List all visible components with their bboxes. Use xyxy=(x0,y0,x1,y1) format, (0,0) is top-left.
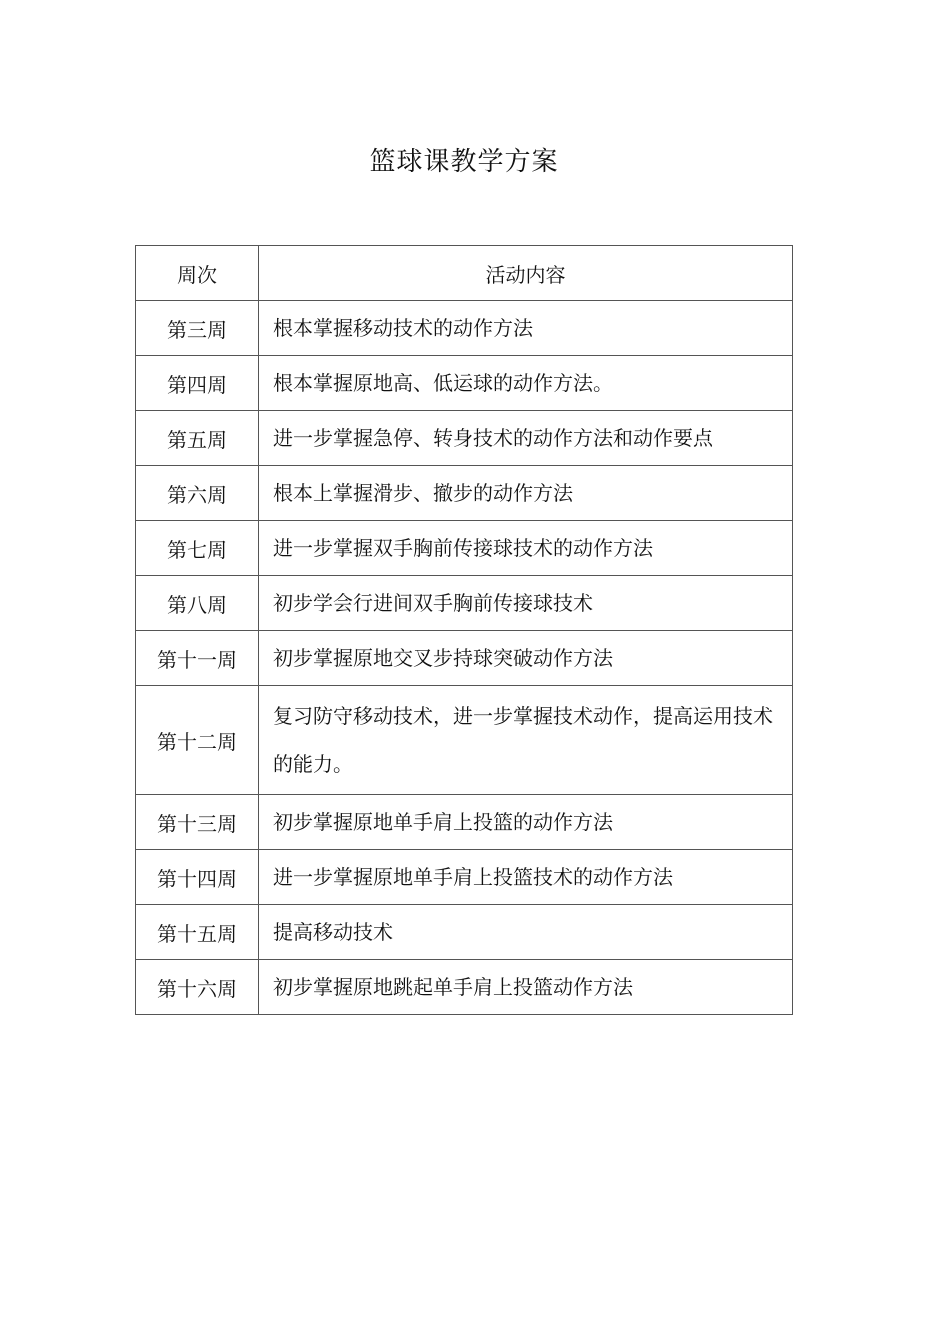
header-content: 活动内容 xyxy=(259,246,793,301)
teaching-plan-table xyxy=(135,245,793,1015)
week-cell: 第七周 xyxy=(136,521,259,576)
week-cell: 第十五周 xyxy=(136,905,259,960)
header-week: 周次 xyxy=(136,246,259,301)
table-row xyxy=(136,301,793,356)
table-row xyxy=(136,521,793,576)
week-cell: 第六周 xyxy=(136,466,259,521)
week-cell: 第十四周 xyxy=(136,850,259,905)
table-row xyxy=(136,850,793,905)
content-cell: 初步掌握原地跳起单手肩上投篮动作方法 xyxy=(259,960,793,1015)
table-header-row xyxy=(136,246,793,301)
content-cell: 提高移动技术 xyxy=(259,905,793,960)
table-row xyxy=(136,686,793,795)
content-cell: 初步学会行进间双手胸前传接球技术 xyxy=(259,576,793,631)
content-cell: 复习防守移动技术，进一步掌握技术动作，提高运用技术的能力。 xyxy=(259,686,793,795)
table-row xyxy=(136,466,793,521)
table-row xyxy=(136,905,793,960)
content-cell: 进一步掌握双手胸前传接球技术的动作方法 xyxy=(259,521,793,576)
week-cell: 第十六周 xyxy=(136,960,259,1015)
table-row xyxy=(136,631,793,686)
week-cell: 第十二周 xyxy=(136,686,259,795)
week-cell: 第十一周 xyxy=(136,631,259,686)
content-cell: 初步掌握原地单手肩上投篮的动作方法 xyxy=(259,795,793,850)
week-cell: 第十三周 xyxy=(136,795,259,850)
table-row xyxy=(136,356,793,411)
content-cell: 初步掌握原地交叉步持球突破动作方法 xyxy=(259,631,793,686)
table-row xyxy=(136,576,793,631)
document-title: 篮球课教学方案 xyxy=(369,147,559,177)
content-cell: 根本掌握移动技术的动作方法 xyxy=(259,301,793,356)
table-row xyxy=(136,411,793,466)
content-cell: 根本上掌握滑步、撤步的动作方法 xyxy=(259,466,793,521)
week-cell: 第四周 xyxy=(136,356,259,411)
week-cell: 第三周 xyxy=(136,301,259,356)
content-cell: 根本掌握原地高、低运球的动作方法。 xyxy=(259,356,793,411)
week-cell: 第五周 xyxy=(136,411,259,466)
week-cell: 第八周 xyxy=(136,576,259,631)
table-row xyxy=(136,960,793,1015)
table-row xyxy=(136,795,793,850)
content-cell: 进一步掌握急停、转身技术的动作方法和动作要点 xyxy=(259,411,793,466)
content-cell: 进一步掌握原地单手肩上投篮技术的动作方法 xyxy=(259,850,793,905)
